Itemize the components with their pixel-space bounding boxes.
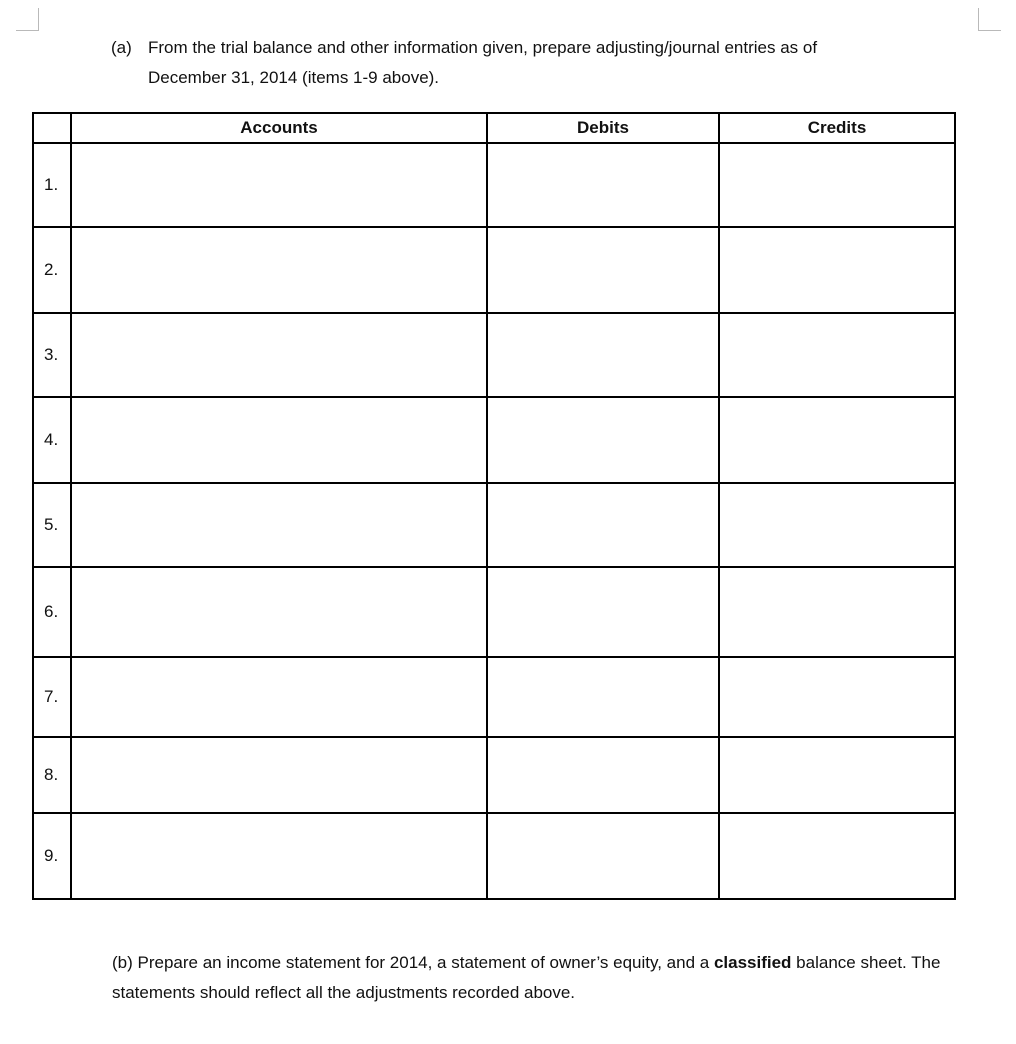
debits-cell[interactable] xyxy=(487,483,719,567)
credits-cell[interactable] xyxy=(719,143,955,227)
instruction-a-line-2: December 31, 2014 (items 1-9 above). xyxy=(148,68,440,87)
instruction-b-bold-word: classified xyxy=(713,953,792,972)
instruction-a xyxy=(111,33,971,93)
table-row xyxy=(33,813,955,899)
row-number: 4. xyxy=(33,397,71,483)
debits-cell[interactable] xyxy=(487,227,719,313)
page-corner-mark-left xyxy=(16,8,39,31)
accounts-cell[interactable] xyxy=(71,227,487,313)
header-credits: Credits xyxy=(719,113,955,143)
accounts-cell[interactable] xyxy=(71,143,487,227)
instruction-b xyxy=(112,948,972,1008)
debits-cell[interactable] xyxy=(487,813,719,899)
debits-cell[interactable] xyxy=(487,143,719,227)
credits-cell[interactable] xyxy=(719,397,955,483)
table-row xyxy=(33,567,955,657)
accounts-cell[interactable] xyxy=(71,737,487,813)
row-number: 2. xyxy=(33,227,71,313)
table-row xyxy=(33,227,955,313)
table-header-row xyxy=(33,113,955,143)
row-number: 7. xyxy=(33,657,71,737)
row-number: 3. xyxy=(33,313,71,397)
accounts-cell[interactable] xyxy=(71,567,487,657)
credits-cell[interactable] xyxy=(719,313,955,397)
credits-cell[interactable] xyxy=(719,657,955,737)
row-number: 1. xyxy=(33,143,71,227)
instruction-a-label: (a) xyxy=(111,38,132,57)
page-corner-mark-right xyxy=(978,8,1001,31)
row-number: 5. xyxy=(33,483,71,567)
debits-cell[interactable] xyxy=(487,657,719,737)
table-row xyxy=(33,313,955,397)
table-row xyxy=(33,657,955,737)
accounts-cell[interactable] xyxy=(71,657,487,737)
credits-cell[interactable] xyxy=(719,483,955,567)
header-accounts: Accounts xyxy=(71,113,487,143)
accounts-cell[interactable] xyxy=(71,813,487,899)
row-number: 6. xyxy=(33,567,71,657)
table-row xyxy=(33,737,955,813)
credits-cell[interactable] xyxy=(719,813,955,899)
credits-cell[interactable] xyxy=(719,737,955,813)
accounts-cell[interactable] xyxy=(71,483,487,567)
instruction-a-line-1 xyxy=(111,33,971,63)
debits-cell[interactable] xyxy=(487,567,719,657)
accounts-cell[interactable] xyxy=(71,313,487,397)
journal-entries-table xyxy=(32,112,956,900)
instruction-a-text-1: From the trial balance and other information given, prepare adjusting/journal entries as of xyxy=(148,38,818,57)
debits-cell[interactable] xyxy=(487,737,719,813)
table-row xyxy=(33,483,955,567)
credits-cell[interactable] xyxy=(719,227,955,313)
header-debits: Debits xyxy=(487,113,719,143)
debits-cell[interactable] xyxy=(487,397,719,483)
table-row xyxy=(33,397,955,483)
row-number: 8. xyxy=(33,737,71,813)
row-number: 9. xyxy=(33,813,71,899)
header-number xyxy=(33,113,71,143)
instruction-b-text-2: balance sheet. The statements should reflect all the adjustments recorded above. xyxy=(112,953,941,1002)
credits-cell[interactable] xyxy=(719,567,955,657)
debits-cell[interactable] xyxy=(487,313,719,397)
table-row xyxy=(33,143,955,227)
accounts-cell[interactable] xyxy=(71,397,487,483)
instruction-b-text-1: (b) Prepare an income statement for 2014, a statement of owner’s equity, and a xyxy=(112,953,714,972)
